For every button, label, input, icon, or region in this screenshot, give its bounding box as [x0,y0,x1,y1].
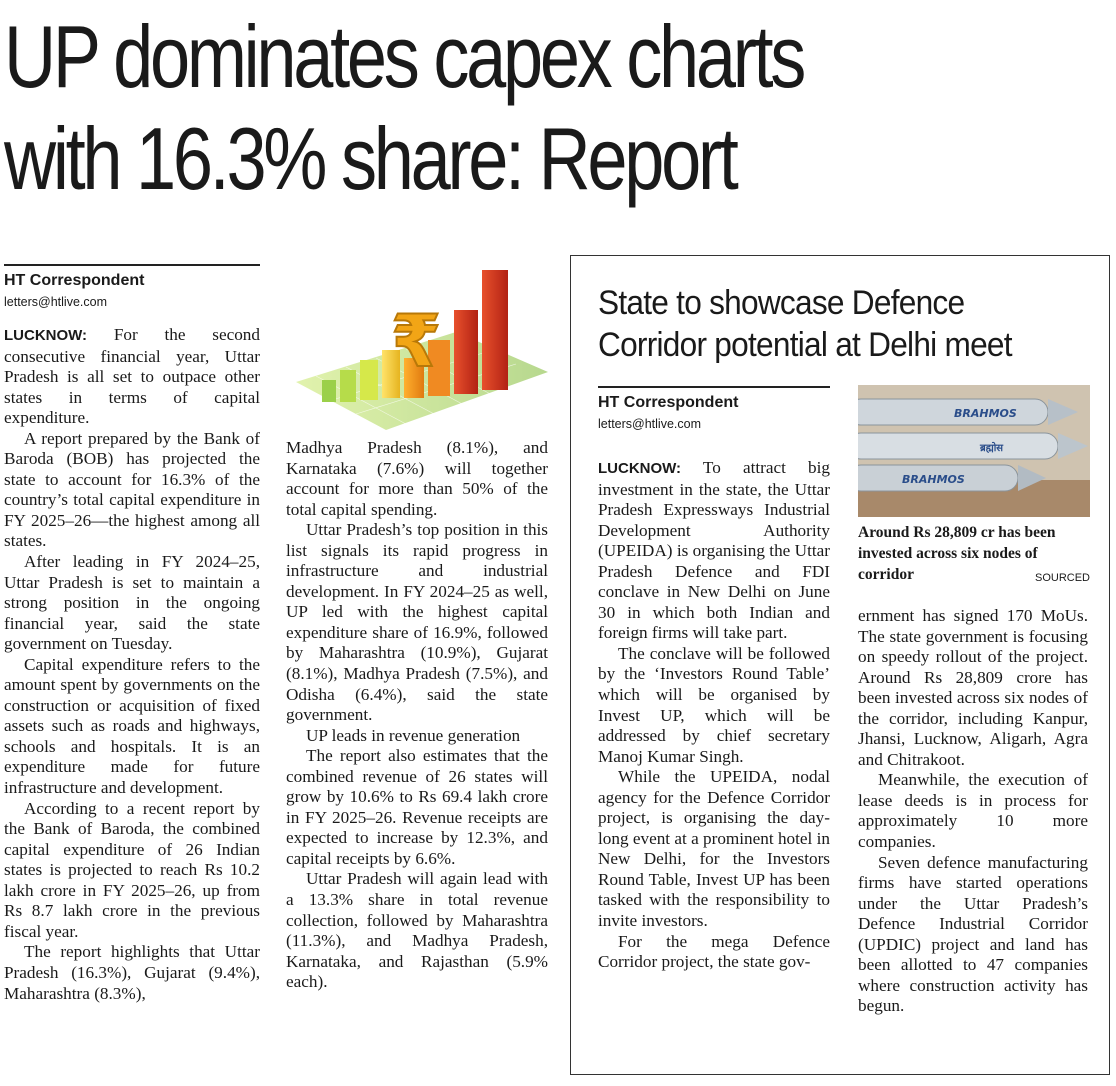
sidebar-title [598,282,1072,366]
headline [4,6,914,210]
paragraph: The report highlights that Uttar Pradesh (16.3%), Gujarat (9.4%), Maharashtra (8.3%), [4,942,260,1003]
svg-text:BRAHMOS: BRAHMOS [954,407,1017,420]
sidebar-column-2 [858,606,1088,1017]
paragraph: A report prepared by the Bank of Baroda (BOB) has projected the state to account for 16.3% of the country’s total capital expenditure in FY 2025–26—the highest among all states. [4,428,260,551]
sidebar-title-line-1: State to showcase Defence [598,284,965,322]
paragraph: The report also estimates that the combined revenue of 26 states will grow by 10.6% to Rs 69.4 lakh crore in FY 2025–26. Revenue receipts are expected to increase by 12.3%, and capital receipts by 6.6%. [286,746,548,868]
paragraph: Uttar Pradesh’s top position in this list signals its rapid progress in infrastructure and industrial development. In FY 2024–25 as well, UP led with the highest capital expenditure share of 16.9%, followed by Maharashtra (10.9%), Gujarat (8.1%), Madhya Pradesh (7.5%), and Odisha (6.4%), said the state government. [286,520,548,725]
paragraph: According to a recent report by the Bank of Baroda, the combined capital expenditure of 26 Indian states is projected to reach Rs 10.2 lakh crore in FY 2025–26, up from Rs 8.7 lakh crore in the previous fiscal year. [4,798,260,941]
missile-image-icon [858,385,1090,517]
main-byline-block [4,264,260,312]
svg-text:ब्रह्मोस: ब्रह्मोस [980,443,1004,454]
main-story-column-2 [286,438,548,993]
headline-line-1: UP dominates capex charts [4,7,804,106]
paragraph: Madhya Pradesh (8.1%), and Karnataka (7.6%) will together account for more than 50% of the total capital spending. [286,438,548,519]
main-email: letters@htlive.com [4,295,107,309]
main-byline: HT Correspondent [4,272,145,289]
caption-source: SOURCED [1034,572,1090,584]
paragraph: For the mega Defence Corridor project, the state gov- [598,931,830,972]
brahmos-missile-photo [858,385,1090,517]
sidebar-email: letters@htlive.com [598,417,701,431]
paragraph: LUCKNOW: For the second consecutive financial year, Uttar Pradesh is all set to outpace other states in terms of capital expenditure. [4,325,260,428]
caption-text: Around Rs 28,809 cr has been invested across six nodes of corridor [858,524,1056,583]
sidebar-byline: HT Correspondent [598,394,739,411]
paragraph: Seven defence manufacturing firms have started operations under the Uttar Pradesh’s Defence Industrial Corridor (UPDIC) project and land has been allotted to 47 companies where construction activity has begun. [858,852,1088,1016]
byline-rule [4,264,260,266]
subhead: UP leads in revenue generation [306,725,521,745]
sidebar-dateline: LUCKNOW: [598,460,682,477]
paragraph: While the UPEIDA, nodal agency for the Defence Corridor project, is organising the day-long event at a prominent hotel in New Delhi, for the Investors Round Table, Invest UP has been tasked with the responsibility to invite investors. [598,767,830,931]
sidebar-byline-block [598,386,830,434]
paragraph: The conclave will be followed by the ‘Investors Round Table’ which will be organised by Invest UP, which will be addressed by chief secretary Manoj Kumar Singh. [598,643,830,766]
paragraph: Uttar Pradesh will again lead with a 13.3% share in total revenue collection, followed by Maharashtra (11.3%), and Madhya Pradesh, Karnataka, and Rajasthan (5.9% each). [286,869,548,992]
paragraph: ernment has signed 170 MoUs. The state government is focusing on speedy rollout of the project. Around Rs 28,809 crore has been invested across six nodes of the corridor, including Kanpur, Jhansi, Lucknow, Aligarh, Agra and Chitrakoot. [858,606,1088,769]
paragraph: After leading in FY 2024–25, Uttar Pradesh is set to maintain a strong position in the ongoing financial year, said the state government on Tuesday. [4,552,260,654]
paragraph: Meanwhile, the execution of lease deeds is in process for approximately 10 more companies. [858,770,1088,852]
rupee-growth-illustration [286,262,548,430]
byline-rule [598,386,830,388]
sidebar-title-line-2: Corridor potential at Delhi meet [598,326,1012,364]
paragraph: Capital expenditure refers to the amount spent by governments on the construction or acquisition of fixed assets such as roads and highways, schools and hospitals. It is an expenditure made for future infrastructure and development. [4,654,260,798]
svg-text:BRAHMOS: BRAHMOS [902,473,965,486]
main-dateline: LUCKNOW: [4,327,88,344]
main-story-column-1 [4,325,260,1004]
svg-text:₹: ₹ [390,299,442,383]
rupee-chart-icon [286,262,548,430]
sidebar-column-1 [598,458,830,973]
headline-line-2: with 16.3% share: Report [4,109,736,208]
photo-caption [858,522,1090,589]
paragraph: LUCKNOW: To attract big investment in the state, the Uttar Pradesh Expressways Industrial Development Authority (UPEIDA) is organising the Uttar Pradesh Defence and FDI conclave in New Delhi on June 30 in which both Indian and foreign firms will take part. [598,458,830,643]
